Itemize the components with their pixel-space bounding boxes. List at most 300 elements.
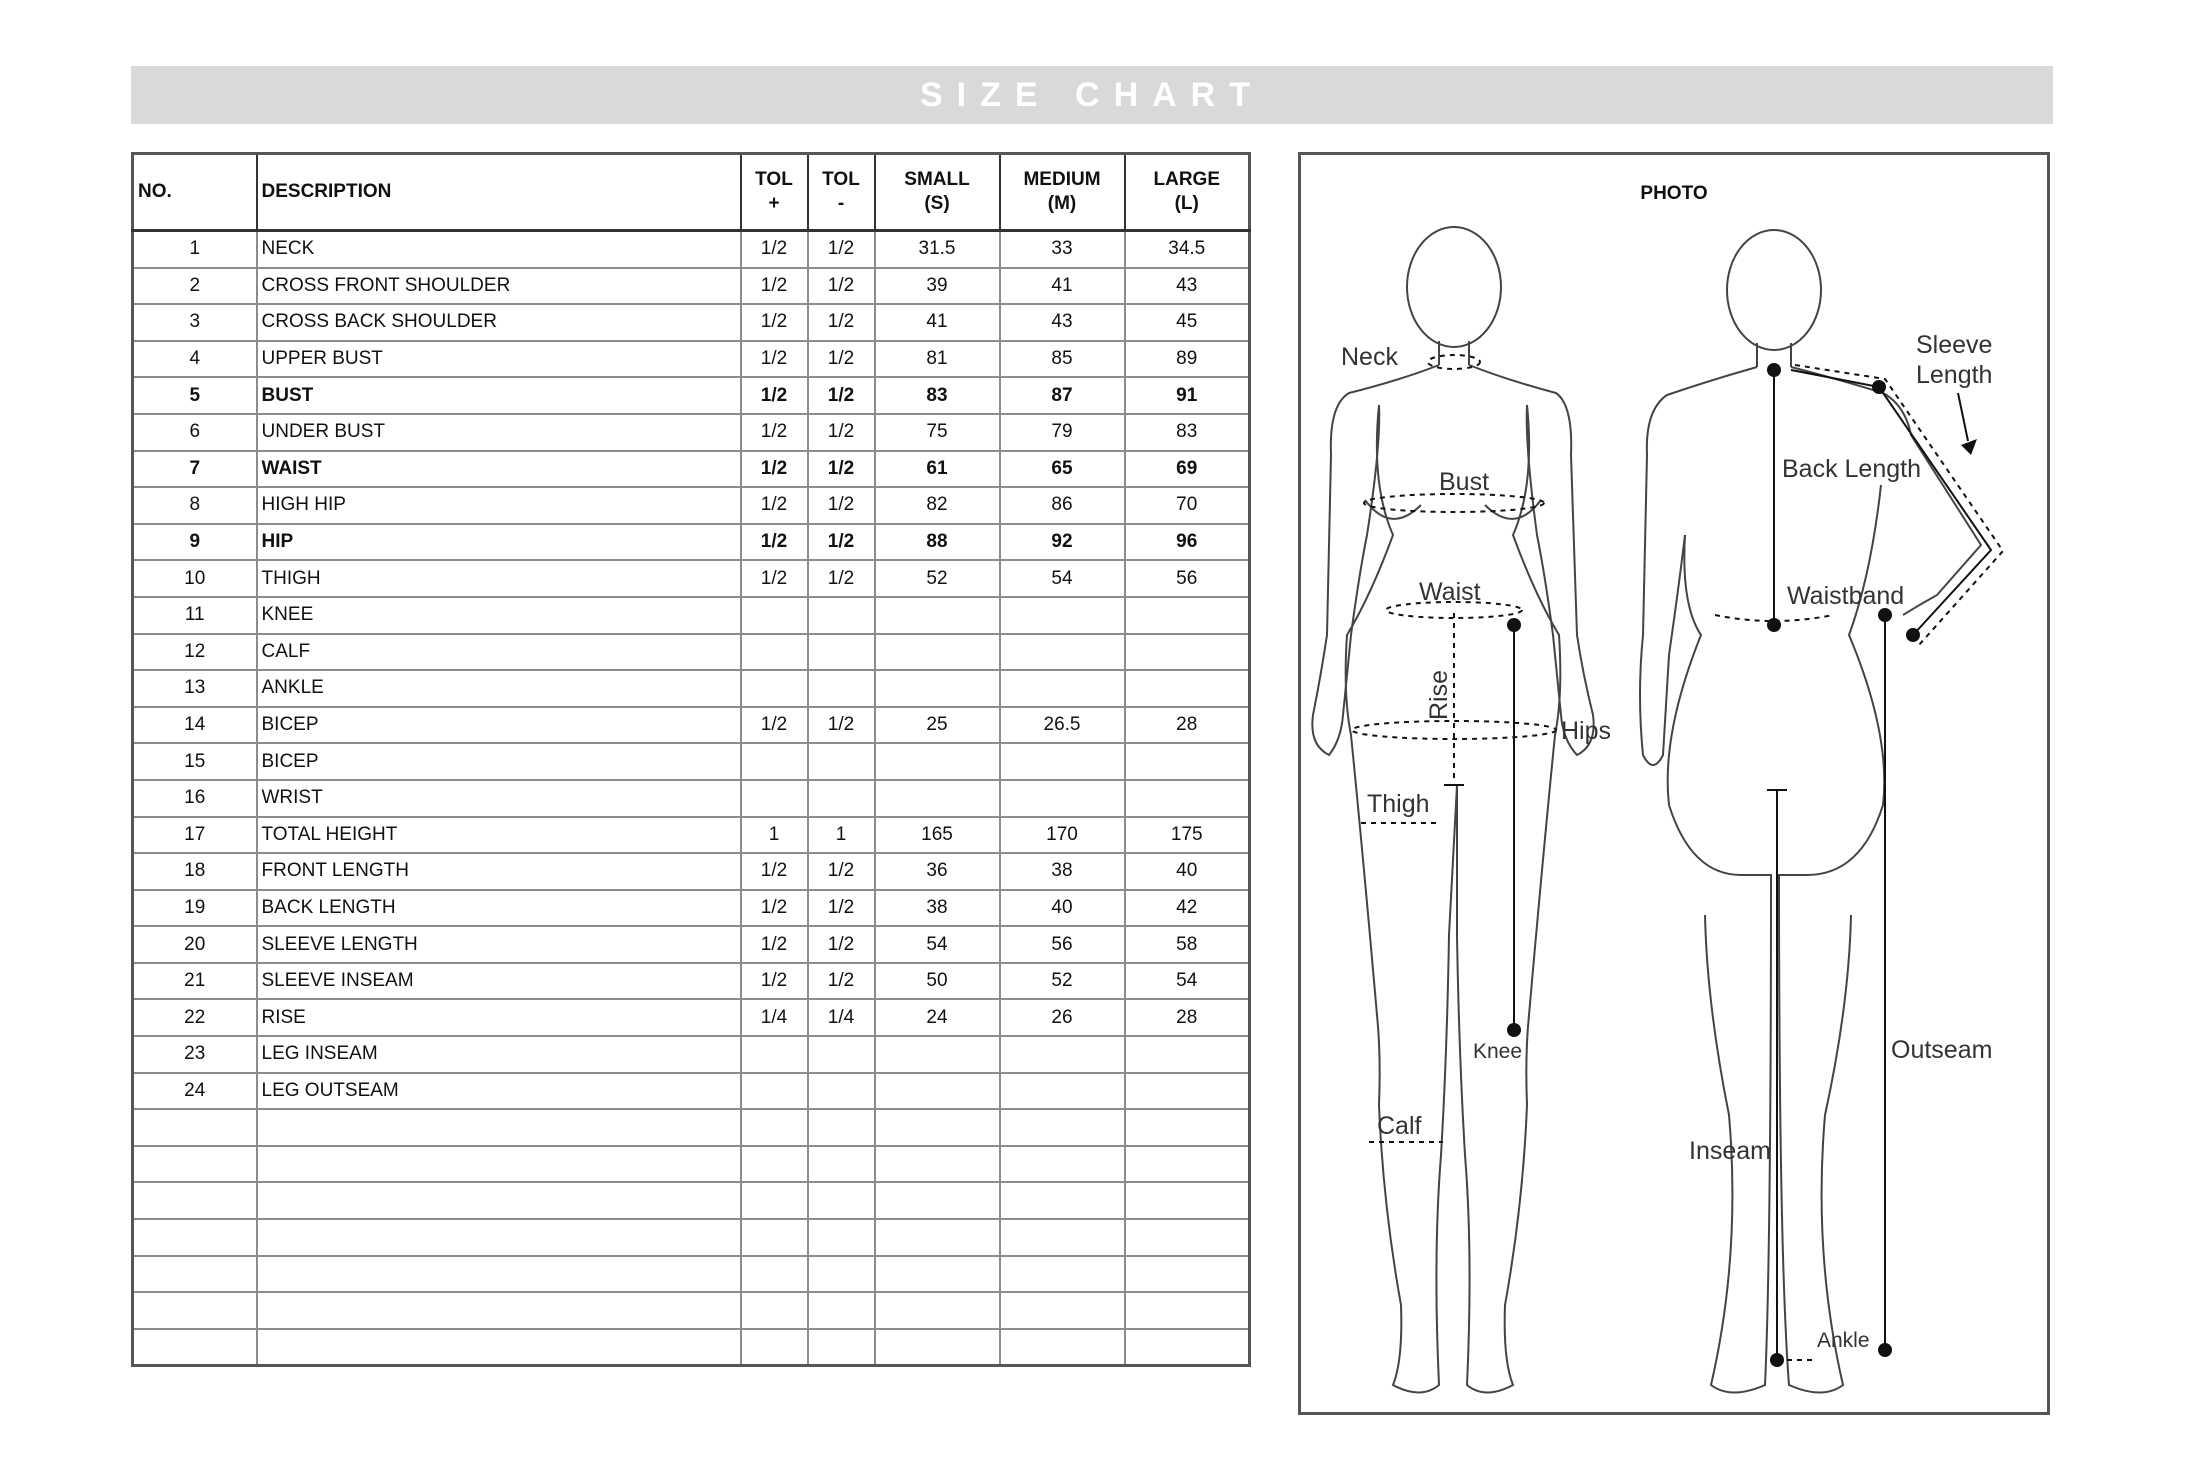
row-description: FRONT LENGTH bbox=[257, 853, 741, 890]
tolerance-plus: 1/2 bbox=[741, 304, 808, 341]
size-small bbox=[875, 1182, 1000, 1219]
row-description: UPPER BUST bbox=[257, 341, 741, 378]
column-header-line2: + bbox=[768, 193, 780, 214]
outseam-label: Outseam bbox=[1891, 1036, 1993, 1064]
size-large: 42 bbox=[1125, 890, 1250, 927]
tolerance-plus: 1/2 bbox=[741, 377, 808, 414]
size-medium: 40 bbox=[1000, 890, 1125, 927]
tolerance-plus: 1/2 bbox=[741, 487, 808, 524]
back-length-label: Back Length bbox=[1782, 455, 1921, 483]
tolerance-minus: 1/2 bbox=[808, 231, 875, 268]
tolerance-minus: 1/2 bbox=[808, 377, 875, 414]
tolerance-plus bbox=[741, 597, 808, 634]
size-large bbox=[1125, 634, 1250, 671]
tolerance-minus bbox=[808, 1073, 875, 1110]
size-large: 28 bbox=[1125, 999, 1250, 1036]
size-small: 41 bbox=[875, 304, 1000, 341]
size-medium: 54 bbox=[1000, 560, 1125, 597]
size-large bbox=[1125, 597, 1250, 634]
tolerance-plus: 1 bbox=[741, 817, 808, 854]
tolerance-plus: 1/2 bbox=[741, 963, 808, 1000]
column-header-tol-minus bbox=[808, 154, 875, 231]
row-description: LEG INSEAM bbox=[257, 1036, 741, 1073]
tolerance-plus: 1/2 bbox=[741, 707, 808, 744]
size-medium bbox=[1000, 1292, 1125, 1329]
size-medium bbox=[1000, 634, 1125, 671]
row-description: HIGH HIP bbox=[257, 487, 741, 524]
row-number: 15 bbox=[133, 743, 257, 780]
size-small: 54 bbox=[875, 926, 1000, 963]
tolerance-minus bbox=[808, 670, 875, 707]
tolerance-minus bbox=[808, 1109, 875, 1146]
size-large bbox=[1125, 1292, 1250, 1329]
table-row bbox=[133, 707, 1250, 744]
tolerance-plus bbox=[741, 1036, 808, 1073]
photo-label: PHOTO bbox=[1640, 183, 1708, 204]
table-row bbox=[133, 1146, 1250, 1183]
row-description: KNEE bbox=[257, 597, 741, 634]
column-header-tol-plus bbox=[741, 154, 808, 231]
table-row bbox=[133, 817, 1250, 854]
tolerance-minus bbox=[808, 743, 875, 780]
row-description: CALF bbox=[257, 634, 741, 671]
inseam-bottom-dot bbox=[1770, 1353, 1784, 1367]
row-number bbox=[133, 1109, 257, 1146]
table-row bbox=[133, 853, 1250, 890]
column-header-line1: DESCRIPTION bbox=[261, 181, 392, 202]
table-row bbox=[133, 560, 1250, 597]
table-row bbox=[133, 999, 1250, 1036]
tolerance-minus bbox=[808, 1292, 875, 1329]
size-small: 36 bbox=[875, 853, 1000, 890]
size-small bbox=[875, 1036, 1000, 1073]
row-number: 16 bbox=[133, 780, 257, 817]
size-medium: 26.5 bbox=[1000, 707, 1125, 744]
row-number: 20 bbox=[133, 926, 257, 963]
size-medium: 33 bbox=[1000, 231, 1125, 268]
column-header-line2: - bbox=[837, 193, 845, 214]
row-number: 23 bbox=[133, 1036, 257, 1073]
table-row bbox=[133, 1256, 1250, 1293]
table-row bbox=[133, 1182, 1250, 1219]
table-row bbox=[133, 743, 1250, 780]
size-small: 61 bbox=[875, 451, 1000, 488]
row-description: LEG OUTSEAM bbox=[257, 1073, 741, 1110]
column-header-line2: (S) bbox=[924, 193, 950, 214]
row-description: WRIST bbox=[257, 780, 741, 817]
size-small: 31.5 bbox=[875, 231, 1000, 268]
size-small: 24 bbox=[875, 999, 1000, 1036]
size-small bbox=[875, 1109, 1000, 1146]
tolerance-minus: 1/2 bbox=[808, 890, 875, 927]
tolerance-plus bbox=[741, 1109, 808, 1146]
row-description: BUST bbox=[257, 377, 741, 414]
row-description bbox=[257, 1109, 741, 1146]
sleeve-label-line2: Length bbox=[1916, 361, 1993, 389]
row-description: SLEEVE LENGTH bbox=[257, 926, 741, 963]
size-small: 165 bbox=[875, 817, 1000, 854]
waistband-label: Waistband bbox=[1787, 582, 1905, 610]
table-row bbox=[133, 377, 1250, 414]
table-row bbox=[133, 487, 1250, 524]
front-figure bbox=[1312, 227, 1593, 1393]
bust-measure-line bbox=[1364, 494, 1544, 512]
size-medium: 52 bbox=[1000, 963, 1125, 1000]
size-medium: 43 bbox=[1000, 304, 1125, 341]
tolerance-minus: 1/2 bbox=[808, 341, 875, 378]
table-row bbox=[133, 890, 1250, 927]
column-header-large bbox=[1125, 154, 1250, 231]
tolerance-minus bbox=[808, 634, 875, 671]
size-small: 25 bbox=[875, 707, 1000, 744]
size-large: 89 bbox=[1125, 341, 1250, 378]
table-row bbox=[133, 963, 1250, 1000]
tolerance-plus: 1/2 bbox=[741, 853, 808, 890]
size-medium bbox=[1000, 1146, 1125, 1183]
size-small: 88 bbox=[875, 524, 1000, 561]
tolerance-minus: 1/2 bbox=[808, 926, 875, 963]
table-row bbox=[133, 524, 1250, 561]
size-medium bbox=[1000, 1036, 1125, 1073]
column-header-line1: SMALL bbox=[904, 169, 970, 190]
tolerance-minus: 1/2 bbox=[808, 560, 875, 597]
row-number bbox=[133, 1182, 257, 1219]
sleeve-arrow-line bbox=[1958, 393, 1968, 441]
tolerance-plus bbox=[741, 1146, 808, 1183]
size-medium: 38 bbox=[1000, 853, 1125, 890]
tolerance-minus: 1/2 bbox=[808, 304, 875, 341]
front-knee-dot bbox=[1507, 1023, 1521, 1037]
row-number: 13 bbox=[133, 670, 257, 707]
size-small bbox=[875, 1073, 1000, 1110]
tolerance-minus: 1 bbox=[808, 817, 875, 854]
row-description: UNDER BUST bbox=[257, 414, 741, 451]
column-header-line2: (M) bbox=[1047, 193, 1077, 214]
tolerance-plus: 1/2 bbox=[741, 451, 808, 488]
size-large bbox=[1125, 1182, 1250, 1219]
size-table bbox=[131, 152, 1251, 1367]
size-large: 91 bbox=[1125, 377, 1250, 414]
row-number: 10 bbox=[133, 560, 257, 597]
table-row bbox=[133, 414, 1250, 451]
row-number: 11 bbox=[133, 597, 257, 634]
size-medium: 65 bbox=[1000, 451, 1125, 488]
row-number: 17 bbox=[133, 817, 257, 854]
row-number: 9 bbox=[133, 524, 257, 561]
row-number bbox=[133, 1146, 257, 1183]
size-small: 75 bbox=[875, 414, 1000, 451]
size-small: 52 bbox=[875, 560, 1000, 597]
size-medium: 87 bbox=[1000, 377, 1125, 414]
row-number: 1 bbox=[133, 231, 257, 268]
size-large bbox=[1125, 1219, 1250, 1256]
size-large bbox=[1125, 1109, 1250, 1146]
back-left-body bbox=[1668, 535, 1771, 1393]
tolerance-plus: 1/2 bbox=[741, 560, 808, 597]
table-row bbox=[133, 341, 1250, 378]
row-description bbox=[257, 1256, 741, 1293]
tolerance-minus: 1/4 bbox=[808, 999, 875, 1036]
table-row bbox=[133, 634, 1250, 671]
size-large bbox=[1125, 1036, 1250, 1073]
size-medium bbox=[1000, 1109, 1125, 1146]
tolerance-minus: 1/2 bbox=[808, 268, 875, 305]
size-medium: 79 bbox=[1000, 414, 1125, 451]
row-description: NECK bbox=[257, 231, 741, 268]
tolerance-minus: 1/2 bbox=[808, 524, 875, 561]
size-medium bbox=[1000, 1073, 1125, 1110]
table-row bbox=[133, 1109, 1250, 1146]
tolerance-minus bbox=[808, 780, 875, 817]
size-small bbox=[875, 743, 1000, 780]
size-large: 56 bbox=[1125, 560, 1250, 597]
size-large: 54 bbox=[1125, 963, 1250, 1000]
page-title: SIZE CHART bbox=[920, 75, 1264, 114]
tolerance-minus: 1/2 bbox=[808, 487, 875, 524]
sleeve-arrow-head bbox=[1961, 439, 1977, 455]
size-medium bbox=[1000, 743, 1125, 780]
row-description: BACK LENGTH bbox=[257, 890, 741, 927]
tolerance-plus: 1/2 bbox=[741, 268, 808, 305]
tolerance-minus bbox=[808, 597, 875, 634]
tolerance-plus: 1/2 bbox=[741, 524, 808, 561]
tolerance-plus: 1/2 bbox=[741, 341, 808, 378]
outseam-top-dot bbox=[1878, 608, 1892, 622]
outseam-bottom-dot bbox=[1878, 1343, 1892, 1357]
shoulder-dot bbox=[1872, 380, 1886, 394]
size-large: 96 bbox=[1125, 524, 1250, 561]
row-number bbox=[133, 1329, 257, 1366]
size-medium bbox=[1000, 1182, 1125, 1219]
column-header-line1: MEDIUM bbox=[1023, 169, 1101, 190]
column-header-small bbox=[875, 154, 1000, 231]
neck-label: Neck bbox=[1341, 343, 1398, 371]
row-description bbox=[257, 1182, 741, 1219]
size-medium: 86 bbox=[1000, 487, 1125, 524]
back-head bbox=[1727, 230, 1821, 350]
table-row bbox=[133, 1329, 1250, 1366]
tolerance-minus bbox=[808, 1329, 875, 1366]
size-large: 58 bbox=[1125, 926, 1250, 963]
measurement-diagram bbox=[1301, 155, 2053, 1418]
size-large bbox=[1125, 743, 1250, 780]
size-small bbox=[875, 1256, 1000, 1293]
tolerance-minus: 1/2 bbox=[808, 707, 875, 744]
tolerance-plus: 1/2 bbox=[741, 231, 808, 268]
size-large: 40 bbox=[1125, 853, 1250, 890]
rise-label: Rise bbox=[1425, 669, 1453, 720]
size-small bbox=[875, 597, 1000, 634]
tolerance-plus: 1/4 bbox=[741, 999, 808, 1036]
row-description: HIP bbox=[257, 524, 741, 561]
tolerance-minus: 1/2 bbox=[808, 963, 875, 1000]
row-number: 5 bbox=[133, 377, 257, 414]
size-small bbox=[875, 780, 1000, 817]
tolerance-plus bbox=[741, 1073, 808, 1110]
size-small bbox=[875, 1292, 1000, 1329]
tolerance-plus bbox=[741, 634, 808, 671]
row-number bbox=[133, 1219, 257, 1256]
table-row bbox=[133, 1073, 1250, 1110]
front-head bbox=[1407, 227, 1501, 347]
size-small bbox=[875, 1146, 1000, 1183]
row-description: THIGH bbox=[257, 560, 741, 597]
tolerance-plus bbox=[741, 1182, 808, 1219]
row-number: 14 bbox=[133, 707, 257, 744]
column-header-description bbox=[257, 154, 741, 231]
table-row bbox=[133, 597, 1250, 634]
row-description: BICEP bbox=[257, 743, 741, 780]
row-number: 19 bbox=[133, 890, 257, 927]
tolerance-plus: 1/2 bbox=[741, 926, 808, 963]
size-large: 45 bbox=[1125, 304, 1250, 341]
table-row bbox=[133, 1219, 1250, 1256]
size-medium: 56 bbox=[1000, 926, 1125, 963]
waist-label: Waist bbox=[1419, 578, 1481, 606]
table-row bbox=[133, 304, 1250, 341]
size-large: 43 bbox=[1125, 268, 1250, 305]
tolerance-plus bbox=[741, 1329, 808, 1366]
table-row bbox=[133, 780, 1250, 817]
size-small bbox=[875, 1219, 1000, 1256]
tolerance-minus: 1/2 bbox=[808, 853, 875, 890]
bust-label: Bust bbox=[1439, 468, 1490, 496]
tolerance-minus: 1/2 bbox=[808, 451, 875, 488]
hips-label: Hips bbox=[1561, 717, 1612, 745]
size-large bbox=[1125, 1146, 1250, 1183]
table-row bbox=[133, 670, 1250, 707]
size-large: 34.5 bbox=[1125, 231, 1250, 268]
table-header-row bbox=[133, 154, 1250, 231]
table-row bbox=[133, 268, 1250, 305]
row-number: 6 bbox=[133, 414, 257, 451]
row-number: 8 bbox=[133, 487, 257, 524]
row-description: TOTAL HEIGHT bbox=[257, 817, 741, 854]
size-small bbox=[875, 1329, 1000, 1366]
tolerance-minus bbox=[808, 1256, 875, 1293]
tolerance-minus bbox=[808, 1219, 875, 1256]
column-header-no bbox=[133, 154, 257, 231]
table-row bbox=[133, 1292, 1250, 1329]
back-right-arm bbox=[1791, 367, 1981, 615]
size-large bbox=[1125, 1329, 1250, 1366]
row-description bbox=[257, 1219, 741, 1256]
size-small: 39 bbox=[875, 268, 1000, 305]
row-number: 18 bbox=[133, 853, 257, 890]
row-description: CROSS FRONT SHOULDER bbox=[257, 268, 741, 305]
size-small: 83 bbox=[875, 377, 1000, 414]
row-description bbox=[257, 1146, 741, 1183]
back-waist-dot bbox=[1767, 618, 1781, 632]
back-neck-dot bbox=[1767, 363, 1781, 377]
size-large bbox=[1125, 1256, 1250, 1293]
size-large: 83 bbox=[1125, 414, 1250, 451]
tolerance-minus: 1/2 bbox=[808, 414, 875, 451]
size-large: 70 bbox=[1125, 487, 1250, 524]
tolerance-plus bbox=[741, 1219, 808, 1256]
tolerance-minus bbox=[808, 1182, 875, 1219]
table-row bbox=[133, 231, 1250, 268]
row-number: 4 bbox=[133, 341, 257, 378]
size-large bbox=[1125, 670, 1250, 707]
front-waist-dot bbox=[1507, 618, 1521, 632]
tolerance-plus bbox=[741, 670, 808, 707]
size-small: 38 bbox=[875, 890, 1000, 927]
size-medium: 41 bbox=[1000, 268, 1125, 305]
size-medium bbox=[1000, 1256, 1125, 1293]
size-large bbox=[1125, 780, 1250, 817]
row-description bbox=[257, 1329, 741, 1366]
row-number: 12 bbox=[133, 634, 257, 671]
back-figure bbox=[1640, 230, 1981, 1393]
size-large bbox=[1125, 1073, 1250, 1110]
front-left-body bbox=[1346, 405, 1457, 1393]
size-medium bbox=[1000, 1219, 1125, 1256]
front-right-body bbox=[1457, 405, 1560, 1393]
size-large: 69 bbox=[1125, 451, 1250, 488]
table-row bbox=[133, 926, 1250, 963]
column-header-line1: LARGE bbox=[1153, 169, 1220, 190]
tolerance-plus: 1/2 bbox=[741, 890, 808, 927]
size-small bbox=[875, 634, 1000, 671]
size-medium bbox=[1000, 670, 1125, 707]
row-number: 2 bbox=[133, 268, 257, 305]
size-medium bbox=[1000, 1329, 1125, 1366]
column-header-line2: (L) bbox=[1174, 193, 1199, 214]
row-number: 22 bbox=[133, 999, 257, 1036]
size-small: 81 bbox=[875, 341, 1000, 378]
row-number: 24 bbox=[133, 1073, 257, 1110]
sleeve-label-line1: Sleeve bbox=[1916, 331, 1993, 359]
ankle-label: Ankle bbox=[1817, 1329, 1870, 1352]
size-medium: 85 bbox=[1000, 341, 1125, 378]
size-small: 50 bbox=[875, 963, 1000, 1000]
tolerance-plus bbox=[741, 1292, 808, 1329]
row-description: WAIST bbox=[257, 451, 741, 488]
size-medium bbox=[1000, 780, 1125, 817]
tolerance-plus bbox=[741, 780, 808, 817]
size-small: 82 bbox=[875, 487, 1000, 524]
size-large: 175 bbox=[1125, 817, 1250, 854]
table-body bbox=[133, 231, 1250, 1366]
size-small bbox=[875, 670, 1000, 707]
row-number: 7 bbox=[133, 451, 257, 488]
size-medium: 92 bbox=[1000, 524, 1125, 561]
row-description: CROSS BACK SHOULDER bbox=[257, 304, 741, 341]
size-medium: 170 bbox=[1000, 817, 1125, 854]
photo-panel bbox=[1298, 152, 2050, 1415]
row-number bbox=[133, 1256, 257, 1293]
row-description: ANKLE bbox=[257, 670, 741, 707]
back-left-arm bbox=[1640, 367, 1757, 765]
tolerance-plus bbox=[741, 743, 808, 780]
thigh-label: Thigh bbox=[1367, 790, 1430, 818]
title-bar bbox=[131, 66, 2053, 124]
size-medium bbox=[1000, 597, 1125, 634]
column-header-line1: TOL bbox=[755, 169, 793, 190]
tolerance-plus bbox=[741, 1256, 808, 1293]
row-description bbox=[257, 1292, 741, 1329]
table-row bbox=[133, 451, 1250, 488]
row-number bbox=[133, 1292, 257, 1329]
table-row bbox=[133, 1036, 1250, 1073]
tolerance-minus bbox=[808, 1146, 875, 1183]
inseam-label: Inseam bbox=[1689, 1137, 1771, 1165]
size-medium: 26 bbox=[1000, 999, 1125, 1036]
column-header-line1: NO. bbox=[138, 181, 172, 202]
column-header-line1: TOL bbox=[822, 169, 860, 190]
size-large: 28 bbox=[1125, 707, 1250, 744]
